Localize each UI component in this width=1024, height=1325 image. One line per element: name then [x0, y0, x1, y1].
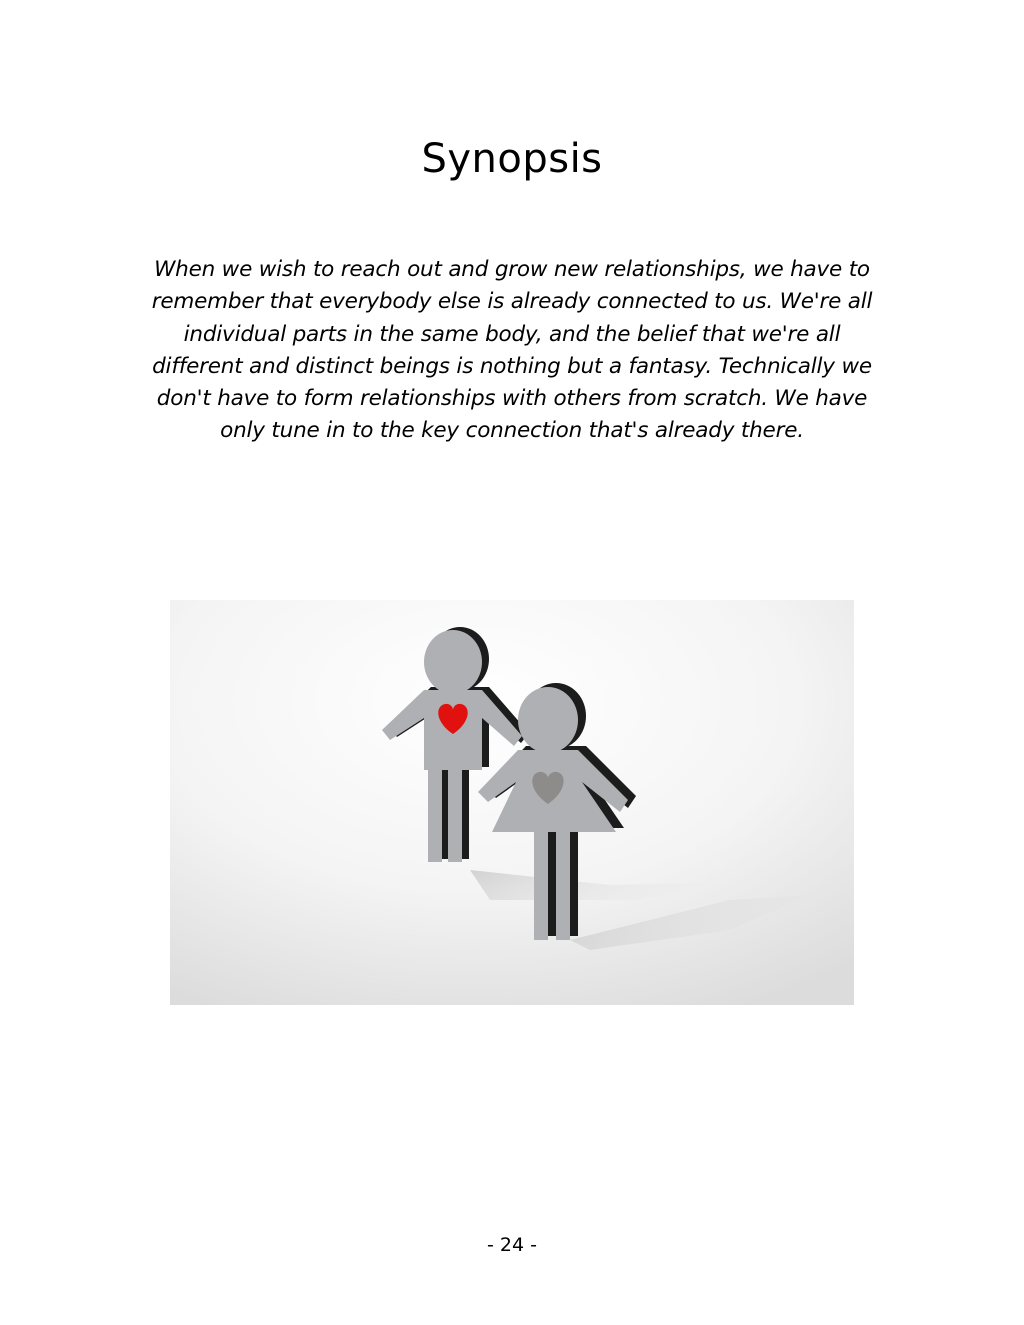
page-title: Synopsis: [421, 136, 603, 182]
page-number: - 24 -: [487, 1234, 537, 1256]
synopsis-text: When we wish to reach out and grow new relationships, we have to remember that everybody else is already connected to us. We're all individual parts in the same body, and the belief that we're all different and distinct beings is nothing but a fantasy. Technically we don't have to form relationships with others from scratch. We have only tune in to the key connection that's already there.: [151, 257, 873, 444]
figures-illustration: [170, 600, 854, 1005]
